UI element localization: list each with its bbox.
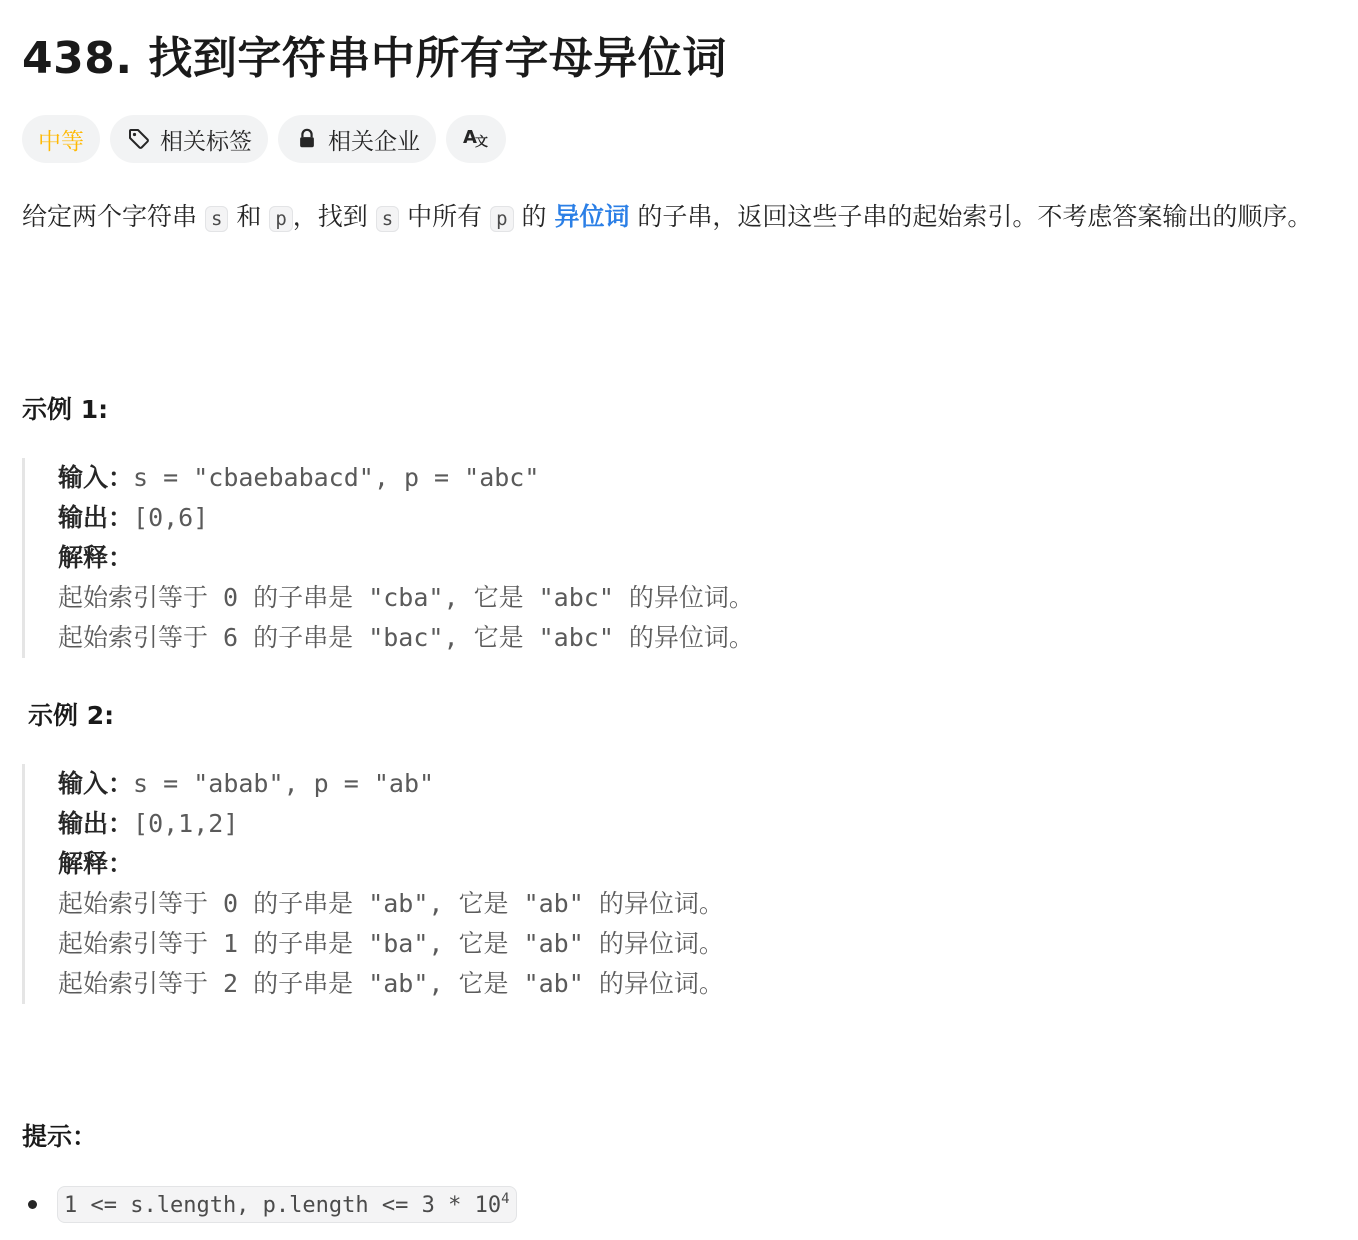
translate-button[interactable]: [446, 115, 506, 163]
lock-icon: [294, 126, 320, 152]
example-input: s = "abab", p = "ab": [133, 769, 435, 798]
input-label: 输入：: [58, 769, 134, 798]
example-output: [0,1,2]: [133, 809, 239, 838]
output-label: 输出：: [58, 503, 134, 532]
tag-icon: [126, 126, 152, 152]
related-tags-label: 相关标签: [160, 128, 252, 155]
explanation-line: 起始索引等于 0 的子串是 "ab", 它是 "ab" 的异位词。: [58, 889, 724, 918]
example-1-block: [22, 458, 754, 658]
example-2-heading: 示例 2:: [28, 701, 115, 730]
hints-list: [22, 1186, 517, 1223]
explain-label: 解释：: [58, 849, 134, 878]
example-1-heading: 示例 1:: [22, 395, 109, 424]
tag-bar: [22, 115, 506, 163]
input-label: 输入：: [58, 463, 134, 492]
svg-text:A: A: [463, 126, 477, 148]
explanation-line: 起始索引等于 2 的子串是 "ab", 它是 "ab" 的异位词。: [58, 969, 724, 998]
example-2-block: [22, 764, 724, 1004]
output-label: 输出：: [58, 809, 134, 838]
code-s: s: [376, 206, 399, 232]
code-p: p: [269, 206, 292, 232]
translate-icon: [462, 125, 490, 154]
constraint-code: 1 <= s.length, p.length <= $3 * 10^4$: [57, 1186, 517, 1223]
explanation-line: 起始索引等于 0 的子串是 "cba", 它是 "abc" 的异位词。: [58, 583, 754, 612]
code-s: s: [205, 206, 228, 232]
explain-label: 解释：: [58, 543, 134, 572]
difficulty-badge[interactable]: [22, 115, 100, 163]
example-input: s = "cbaebabacd", p = "abc": [133, 463, 540, 492]
explanation-line: 起始索引等于 1 的子串是 "ba", 它是 "ab" 的异位词。: [58, 929, 724, 958]
hints-heading: 提示：: [22, 1122, 98, 1151]
problem-title: 438. 找到字符串中所有字母异位词: [22, 33, 727, 84]
problem-description: 给定两个字符串 s 和 p ，找到 s 中所有 p 的 异位词 的子串，返回这些子串的起始索引。不考虑答案输出的顺序。: [22, 202, 1313, 231]
svg-text:文: 文: [475, 134, 489, 149]
related-tags-button[interactable]: [110, 115, 268, 163]
difficulty-label: 中等: [38, 128, 84, 155]
bullet-icon: [28, 1200, 37, 1209]
example-output: [0,6]: [133, 503, 209, 532]
list-item: [22, 1186, 517, 1223]
related-companies-label: 相关企业: [328, 128, 420, 155]
anagram-link[interactable]: 异位词: [554, 202, 630, 231]
related-companies-button[interactable]: [278, 115, 436, 163]
code-p: p: [490, 206, 513, 232]
explanation-line: 起始索引等于 6 的子串是 "bac", 它是 "abc" 的异位词。: [58, 623, 754, 652]
